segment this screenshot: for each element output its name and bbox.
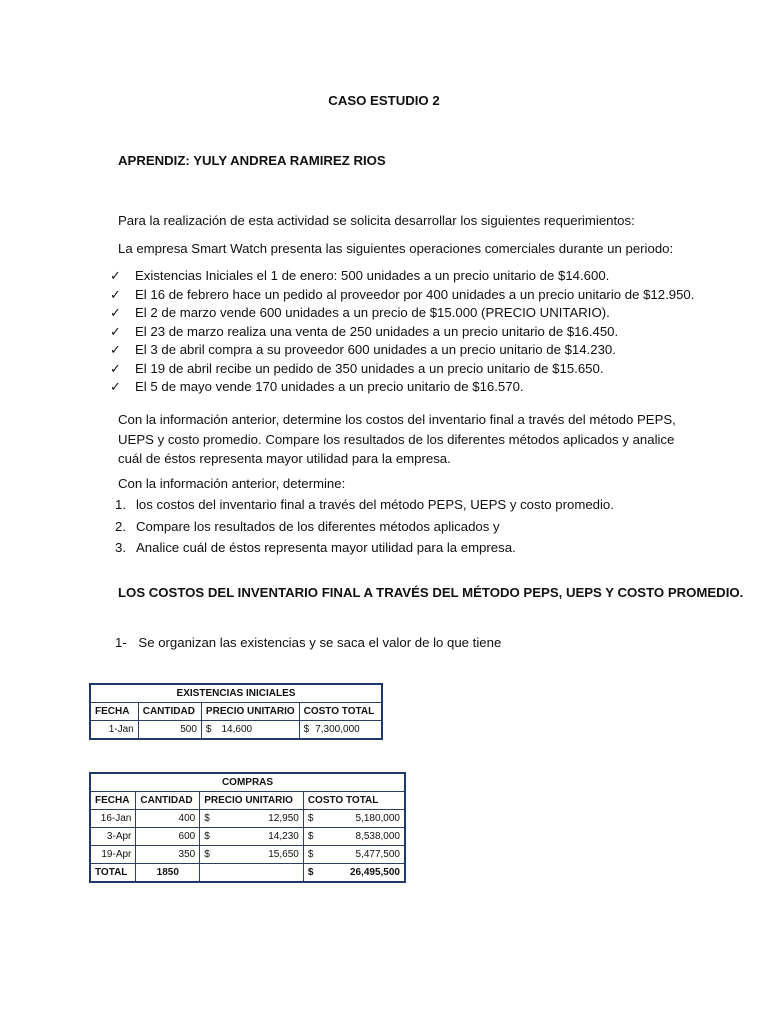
operation-item: ✓ Existencias Iniciales el 1 de enero: 500 unidades a un precio unitario de $14.600. — [110, 267, 690, 286]
date-cell: 19-Apr — [90, 846, 136, 864]
company-line: La empresa Smart Watch presenta las siguientes operaciones comerciales durante un periodo: — [118, 241, 674, 256]
step-text: Se organizan las existencias y se saca el valor de lo que tiene — [138, 635, 502, 650]
check-icon: ✓ — [110, 305, 121, 320]
check-icon: ✓ — [110, 268, 121, 283]
total-cost-cell: $ 5,477,500 — [303, 846, 405, 864]
check-icon: ✓ — [110, 360, 121, 376]
table-caption: EXISTENCIAS INICIALES — [90, 684, 382, 703]
total-quantity: 1850 — [136, 864, 200, 883]
requirement-item: 2. Compare los resultados de los diferentes métodos aplicados y — [115, 518, 500, 534]
operations-list — [110, 267, 695, 397]
quantity-cell: 400 — [136, 810, 200, 828]
column-header: CANTIDAD — [136, 792, 200, 810]
date-cell: 1-Jan — [90, 721, 138, 740]
section-heading: LOS COSTOS DEL INVENTARIO FINAL A TRAVÉS DEL MÉTODO PEPS, UEPS Y COSTO PROMEDIO. — [118, 585, 744, 600]
unit-price-cell: $ 12,950 — [200, 810, 304, 828]
table-row — [90, 721, 382, 740]
check-icon: ✓ — [110, 323, 121, 339]
instructions-paragraph: Con la información anterior, determine los costos del inventario final a través del método PEPS, UEPS y costo promedio. Compare los resultados de los diferentes métodos aplicados y analice cuál de éstos representa mayor utilidad para la empresa. — [118, 412, 676, 466]
requirements-list — [110, 494, 690, 559]
table-row — [90, 828, 405, 846]
operation-item: ✓ El 23 de marzo realiza una venta de 250 unidades a un precio unitario de $16.450. — [110, 323, 690, 342]
column-header: PRECIO UNITARIO — [200, 792, 304, 810]
quantity-cell: 500 — [138, 721, 201, 740]
unit-price-cell: $ 14,230 — [200, 828, 304, 846]
table-row — [90, 846, 405, 864]
unit-price-cell: $ 14,600 — [201, 721, 299, 740]
operation-item: ✓ El 2 de marzo vende 600 unidades a un precio de $15.000 (PRECIO UNITARIO). — [110, 304, 690, 323]
empty-cell — [200, 864, 304, 883]
determine-line: Con la información anterior, determine: — [118, 476, 346, 491]
apprentice-name: APRENDIZ: YULY ANDREA RAMIREZ RIOS — [118, 153, 386, 168]
initial-stock-table — [89, 683, 383, 740]
column-header: PRECIO UNITARIO — [201, 703, 299, 721]
step-number: 1- — [115, 635, 127, 650]
total-cost-cell: $ 7,300,000 — [299, 721, 382, 740]
operation-item: ✓ El 19 de abril recibe un pedido de 350 unidades a un precio unitario de $15.650. — [110, 360, 690, 379]
check-icon: ✓ — [110, 286, 121, 302]
total-cost-cell: $ 5,180,000 — [303, 810, 405, 828]
quantity-cell: 350 — [136, 846, 200, 864]
column-header: FECHA — [90, 792, 136, 810]
total-label: TOTAL — [90, 864, 136, 883]
date-cell: 16-Jan — [90, 810, 136, 828]
requirement-item: 3. Analice cuál de éstos representa mayor utilidad para la empresa. — [115, 540, 516, 555]
total-cost: $ 26,495,500 — [303, 864, 405, 883]
date-cell: 3-Apr — [90, 828, 136, 846]
quantity-cell: 600 — [136, 828, 200, 846]
column-header: COSTO TOTAL — [299, 703, 382, 721]
total-row — [90, 864, 405, 883]
unit-price-cell: $ 15,650 — [200, 846, 304, 864]
table-row — [90, 810, 405, 828]
column-header: COSTO TOTAL — [303, 792, 405, 810]
intro-paragraph: Para la realización de esta actividad se solicita desarrollar los siguientes requerimientos: — [118, 213, 635, 228]
operation-item: ✓ El 3 de abril compra a su proveedor 600 unidades a un precio unitario de $14.230. — [110, 341, 690, 360]
total-cost-cell: $ 8,538,000 — [303, 828, 405, 846]
table-caption: COMPRAS — [90, 773, 405, 792]
column-header: FECHA — [90, 703, 138, 721]
check-icon: ✓ — [110, 379, 121, 394]
operation-item: ✓ El 5 de mayo vende 170 unidades a un precio unitario de $16.570. — [110, 378, 690, 397]
document-title: CASO ESTUDIO 2 — [328, 93, 440, 108]
check-icon: ✓ — [110, 342, 121, 357]
purchases-table — [89, 772, 406, 883]
operation-item: ✓ El 16 de febrero hace un pedido al proveedor por 400 unidades a un precio unitario de $12.950. — [110, 286, 690, 305]
requirement-item: 1. los costos del inventario final a través del método PEPS, UEPS y costo promedio. — [115, 497, 614, 512]
step-line — [115, 635, 501, 650]
column-header: CANTIDAD — [138, 703, 201, 721]
